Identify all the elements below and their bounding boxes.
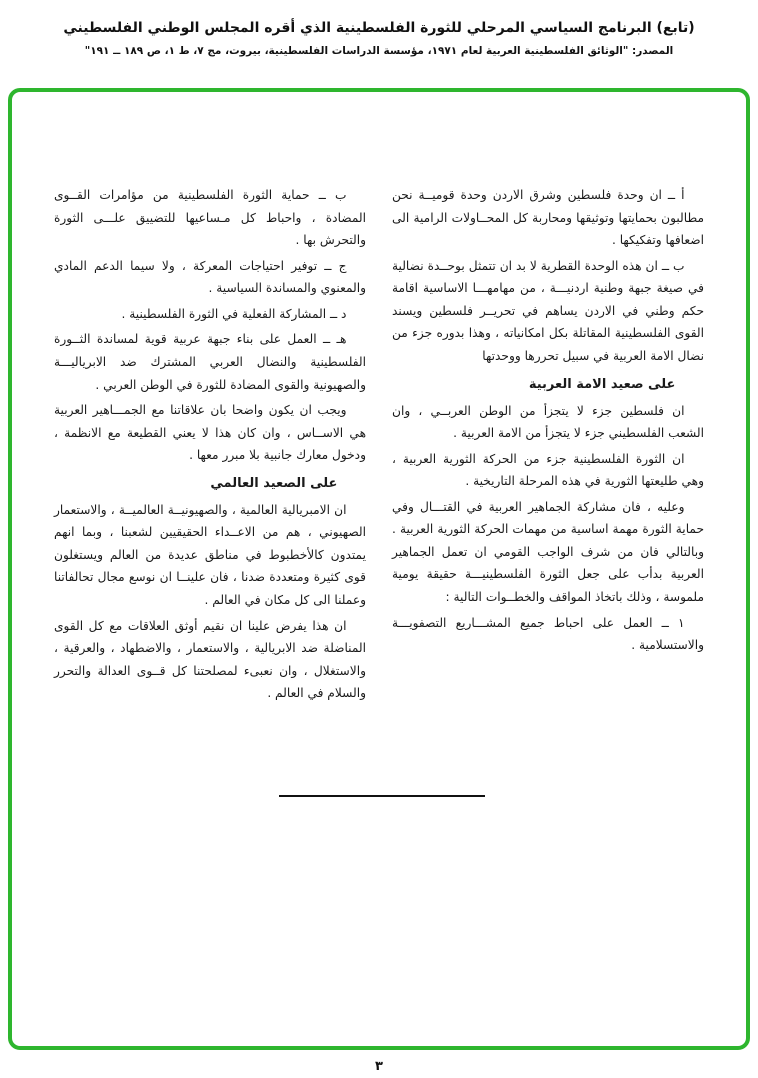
source-citation: المصدر: "الوثائق الفلسطينية العربية لعام ١٩٧١، مؤسسة الدراسات الفلسطينية، بيروت، مج ٧، ط ١، ص ١٨٩ ــ ١٩١": [84, 45, 674, 57]
section-heading: على الصعيد العالمي: [210, 475, 338, 491]
paragraph: د ــ المشاركة الفعلية في الثورة الفلسطينية .: [121, 306, 347, 321]
page-number: ٣: [375, 1059, 383, 1074]
text-columns: [12, 92, 746, 708]
paragraph: هـ ــ العمل على بناء جبهة عربية قوية لمساندة الثــورة الفلسطينية والنضال العربي المشترك ضد الابرياليـــة والصهيونية والقوى المضادة للثورة في الوطن العربي .: [54, 332, 366, 392]
paragraph: ان فلسطين جزء لا يتجزأ من الوطن العربــي ، وان الشعب الفلسطيني جزء لا يتجزأ من الامة العربية .: [392, 403, 704, 441]
paragraph: ان الثورة الفلسطينية جزء من الحركة الثورية العربية ، وهي طليعتها الثورية في هذه المرحلة التاريخية .: [392, 451, 704, 489]
paragraph: ويجب ان يكون واضحا بان علاقاتنا مع الجمـــاهير العربية هي الاســاس ، وان كان هذا لا يعني القطيعة مع الانظمة ، ودخول معارك جانبية بلا مبرر معها .: [54, 403, 366, 463]
text-column-right: [392, 184, 704, 708]
paragraph: أ ــ ان وحدة فلسطين وشرق الاردن وحدة قوميــة نحن مطالبون بحمايتها وتوثيقها ومحاربة كل المحــاولات الرامية الى اضعافها وتفكيكها .: [392, 188, 704, 248]
document-frame: [8, 88, 750, 1050]
paragraph: ج ــ توفير احتياجات المعركة ، ولا سيما الدعم المادي والمعنوي والمساندة السياسية .: [54, 258, 366, 296]
divider-line: [279, 795, 485, 797]
paragraph: ١ ــ العمل على احباط جميع المشـــاريع التصفويـــة والاستسلامية .: [392, 615, 704, 653]
paragraph: ب ــ ان هذه الوحدة القطرية لا بد ان تتمثل بوحــدة نضالية في صيغة جبهة وطنية اردنيـــة ، من مهامهـــا الاساسية اقامة حكم وطني في الاردن يساهم في تحريــر فلسطين ويسند القوى الفلسطينية المقاتلة بكل امكانياته ، وهذا بدوره جزء من نضال الامة العربية في سبيل تحررها ووحدتها: [392, 258, 704, 363]
section-heading: على صعيد الامة العربية: [528, 376, 676, 392]
paragraph: ب ــ حماية الثورة الفلسطينية من مؤامرات القــوى المضادة ، واحباط كل مـساعيها للتضييق علـــى الثورة والتحرش بها .: [54, 188, 366, 248]
page-title: (تابع) البرنامج السياسي المرحلي للثورة الفلسطينية الذي أقره المجلس الوطني الفلسطيني: [63, 20, 695, 36]
paragraph: ان هذا يفرض علينا ان نقيم أوثق العلاقات مع كل القوى المناضلة ضد الابريالية ، والاستعمار ، والاضطهاد ، والعرقية ، والاستغلال ، وان نعبىء لمصلحتنا كل قــوى العدالة والتحرر والسلام في العالم .: [54, 618, 366, 701]
paragraph: ان الامبريالية العالمية ، والصهيونيــة العالميــة ، والاستعمار الصهيوني ، هم من الاعــداء الحقيقيين لشعبنا ، وبما انهم يمتدون كالأخطبوط في مناطق عديدة من العالم ويستغلون قوى كثيرة ومتعددة ضدنا ، فان علينــا ان نوسع مجال تحالفاتنا وعملنا الى كل مكان في العالم .: [54, 502, 366, 608]
document-header: [0, 0, 758, 57]
paragraph: وعليه ، فان مشاركة الجماهير العربية في القتـــال وفي حماية الثورة مهمة اساسية من مهمات الحركة الثورية العربية . وبالتالي فان من شرف الواجب القومي ان تعمل الجماهير العربية بدأب على جعل الثورة الفلسطينيـــة حقيقة يومية ملموسة ، وذلك باتخاذ المواقف والخطــوات التالية :: [392, 499, 704, 605]
text-column-left: [54, 184, 366, 708]
